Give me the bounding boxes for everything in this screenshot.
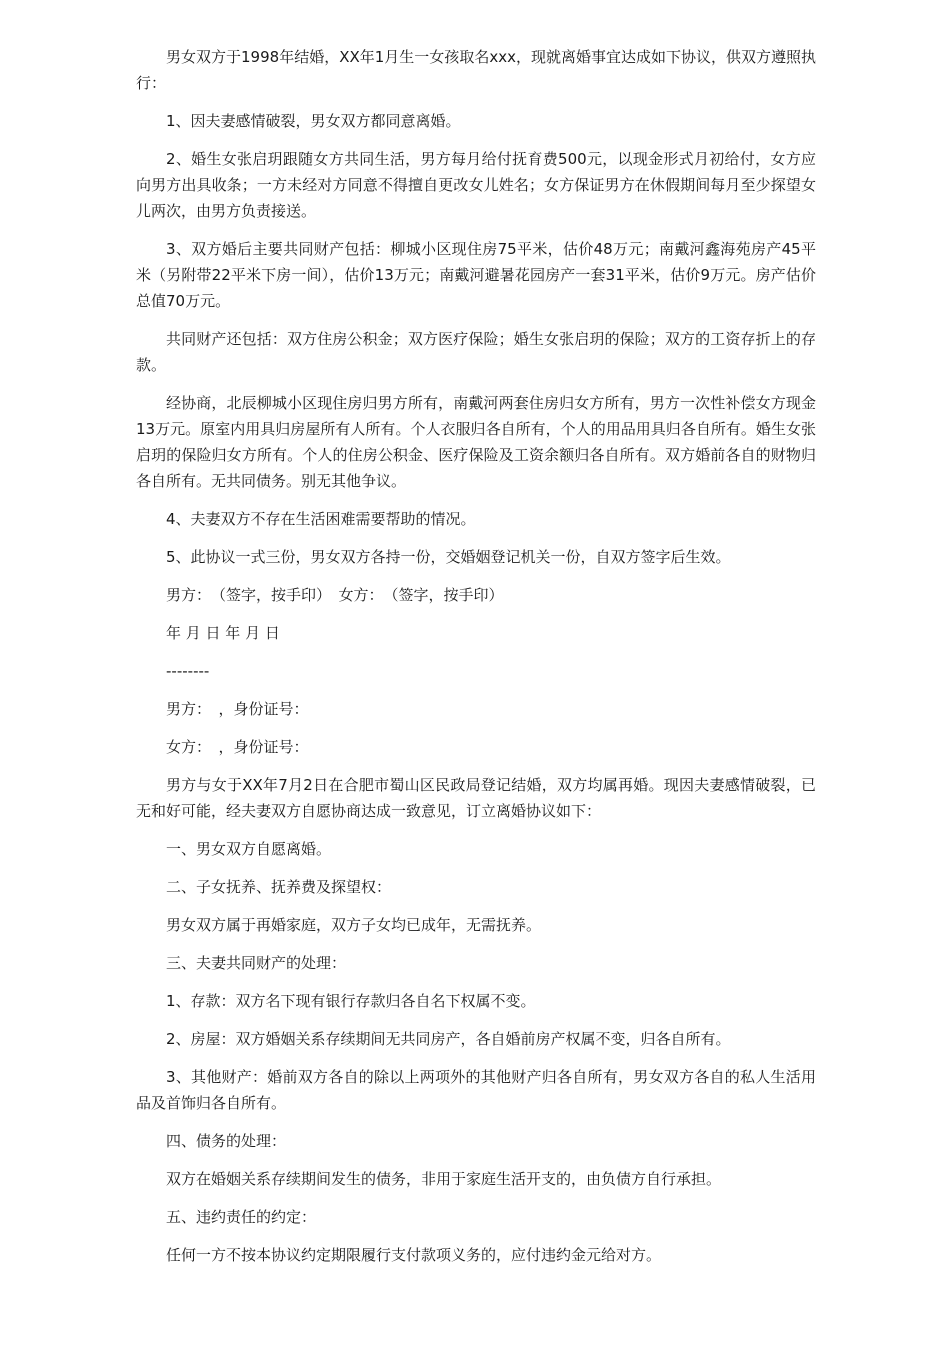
- section-4-body: 双方在婚姻关系存续期间发生的债务，非用于家庭生活开支的，由负债方自行承担。: [166, 1170, 722, 1188]
- paragraph-negotiation: 经协商，北辰柳城小区现住房归男方所有，南戴河两套住房归女方所有，男方一次性补偿女方现金13万元。原室内用具归房屋所有人所有。个人衣服归各自所有，个人的用品用具归各自所有。婚生女张启玥的保险归女方所有。个人的住房公积金、医疗保险及工资余额归各自所有。双方婚前各自的财物归各自所有。无共同债务。别无其他争议。: [136, 394, 816, 490]
- separator-line: --------: [166, 662, 210, 680]
- section-2-body: 男女双方属于再婚家庭，双方子女均已成年，无需抚养。: [166, 916, 542, 934]
- section-3-heading: 三、夫妻共同财产的处理：: [166, 954, 347, 972]
- section-5-body: 任何一方不按本协议约定期限履行支付款项义务的，应付违约金元给对方。: [166, 1246, 662, 1264]
- male-id-line: 男方： ，身份证号：: [166, 700, 309, 718]
- section-1-heading: 一、男女双方自愿离婚。: [166, 840, 332, 858]
- paragraph-clause-4: 4、夫妻双方不存在生活困难需要帮助的情况。: [166, 510, 476, 528]
- section-3-item-3: 3、其他财产：婚前双方各自的除以上两项外的其他财产归各自所有，男女双方各自的私人生活用品及首饰归各自所有。: [136, 1068, 816, 1112]
- paragraph-clause-5: 5、此协议一式三份，男女双方各持一份，交婚姻登记机关一份，自双方签字后生效。: [166, 548, 731, 566]
- paragraph-intro: 男女双方于1998年结婚，XX年1月生一女孩取名xxx，现就离婚事宜达成如下协议，供双方遵照执行：: [136, 48, 816, 92]
- paragraph-joint-assets: 共同财产还包括：双方住房公积金；双方医疗保险；婚生女张启玥的保险；双方的工资存折上的存款。: [136, 330, 816, 374]
- document-body: [136, 44, 816, 1280]
- section-4-heading: 四、债务的处理：: [166, 1132, 287, 1150]
- paragraph-clause-1: 1、因夫妻感情破裂，男女双方都同意离婚。: [166, 112, 461, 130]
- paragraph-clause-2: 2、婚生女张启玥跟随女方共同生活，男方每月给付抚育费500元，以现金形式月初给付，女方应向男方出具收条；一方未经对方同意不得擅自更改女儿姓名；女方保证男方在休假期间每月至少探望女儿两次，由男方负责接送。: [136, 150, 816, 220]
- section-2-heading: 二、子女抚养、抚养费及探望权：: [166, 878, 392, 896]
- female-id-line: 女方： ，身份证号：: [166, 738, 309, 756]
- section-5-heading: 五、违约责任的约定：: [166, 1208, 317, 1226]
- date-line: 年 月 日 年 月 日: [166, 624, 280, 642]
- section-3-item-1: 1、存款：双方名下现有银行存款归各自名下权属不变。: [166, 992, 536, 1010]
- signature-line: 男方： （签字，按手印） 女方： （签字，按手印）: [166, 586, 504, 604]
- section-3-item-2: 2、房屋：双方婚姻关系存续期间无共同房产，各自婚前房产权属不变，归各自所有。: [166, 1030, 731, 1048]
- paragraph-clause-3: 3、双方婚后主要共同财产包括：柳城小区现住房75平米，估价48万元；南戴河鑫海苑房产45平米（另附带22平米下房一间），估价13万元；南戴河避暑花园房产一套31平米，估价9万元。房产估价总值70万元。: [136, 240, 816, 310]
- paragraph-second-intro: 男方与女于XX年7月2日在合肥市蜀山区民政局登记结婚，双方均属再婚。现因夫妻感情破裂，已无和好可能，经夫妻双方自愿协商达成一致意见，订立离婚协议如下：: [136, 776, 816, 820]
